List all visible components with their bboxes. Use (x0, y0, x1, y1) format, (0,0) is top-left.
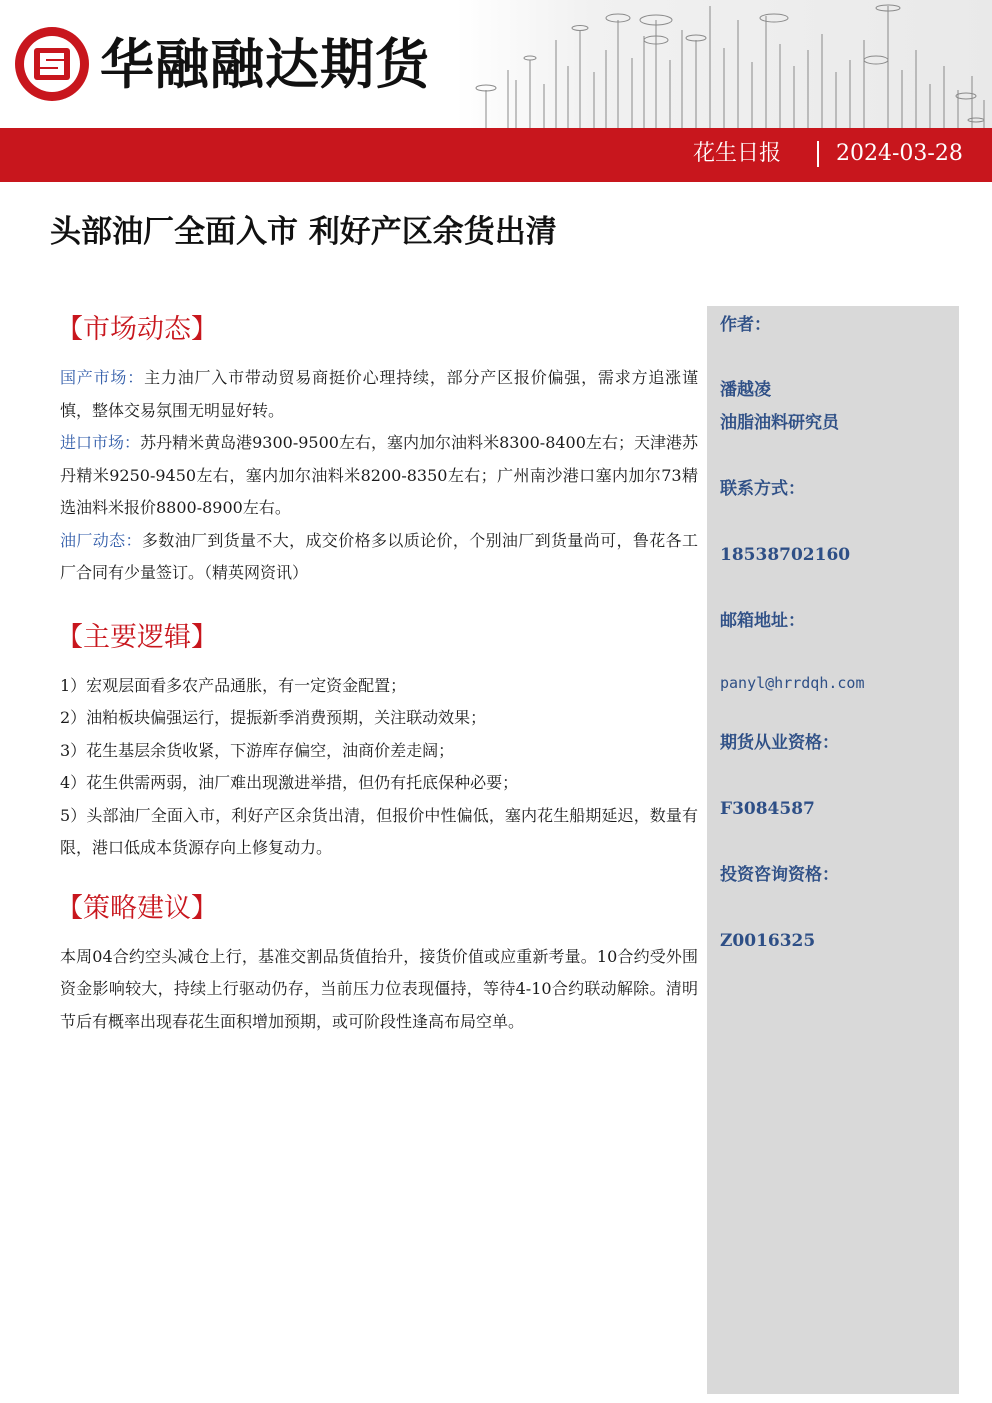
market-item-text: 苏丹精米黄岛港9300-9500左右，塞内加尔油料米8300-8400左右；天津港苏丹精米9250-9450左右，塞内加尔油料米8200-8350左右；广州南沙港口塞内加尔73精选油料米报价8800-8900左右。 (60, 433, 698, 517)
market-item-mills (60, 525, 698, 590)
logic-item: 5）头部油厂全面入市，利好产区余货出清，但报价中性偏低，塞内花生船期延迟，数量有限，港口低成本货源存向上修复动力。 (60, 805, 698, 857)
author-title: 油脂油料研究员 (720, 413, 839, 433)
report-type: 花生日报 (692, 141, 781, 166)
company-logo-icon (12, 24, 92, 104)
report-headline: 头部油厂全面入市 利好产区余货出清 (50, 214, 557, 250)
header-skyline-decoration (456, 0, 992, 128)
email-label: 邮箱地址： (720, 611, 805, 631)
strategy-text: 本周04合约空头减仓上行，基准交割品货值抬升，接货价值或应重新考量。10合约受外围资金影响较大，持续上行驱动仍存，当前压力位表现僵持，等待4-10合约联动解除。清明节后有概率出现春花生面积增加预期，或可阶段性逢高布局空单。 (60, 946, 698, 1031)
band-divider (817, 141, 819, 167)
phone-number: 18538702160 (720, 545, 851, 565)
section-title-market: 【市场动态】 (56, 314, 218, 345)
market-item-label: 进口市场： (60, 433, 141, 452)
market-item-label: 国产市场： (60, 368, 145, 387)
section-title-logic: 【主要逻辑】 (56, 621, 218, 653)
futures-qualification-label: 期货从业资格： (720, 733, 839, 753)
report-date: 2024-03-28 (836, 141, 963, 166)
market-item-text: 主力油厂入市带动贸易商挺价心理持续，部分产区报价偏强，需求方追涨谨慎，整体交易氛围无明显好转。 (60, 368, 698, 420)
advisory-qualification-label: 投资咨询资格： (720, 865, 839, 885)
brand-name: 华融融达期货 (100, 33, 430, 96)
author-sidebar (707, 306, 959, 1394)
market-item-import (60, 427, 698, 525)
market-item-text: 多数油厂到货量不大，成交价格多以质论价，个别油厂到货量尚可，鲁花各工厂合同有少量签订。（精英网资讯） (60, 530, 698, 582)
futures-qualification-number: F3084587 (720, 799, 815, 819)
author-label: 作者： (720, 315, 771, 335)
logic-item: 1）宏观层面看多农产品通胀，有一定资金配置； (60, 675, 407, 695)
market-item-label: 油厂动态： (60, 530, 142, 550)
city-skyline-lines-decoration (456, 0, 992, 128)
author-name: 潘越凌 (720, 380, 771, 400)
advisory-qualification-number: Z0016325 (720, 931, 816, 951)
logic-item: 2）油粕板块偏强运行，提振新季消费预期，关注联动效果； (60, 708, 487, 727)
logic-item: 3）花生基层余货收紧，下游库存偏空，油商价差走阔； (60, 740, 455, 760)
logic-item: 4）花生供需两弱，油厂难出现激进举措，但仍有托底保种必要； (60, 773, 519, 792)
contact-label: 联系方式： (720, 479, 805, 499)
email-address[interactable]: panyl@hrrdqh.com (720, 674, 865, 692)
market-item-domestic (60, 362, 698, 427)
main-content (56, 308, 698, 1038)
section-title-strategy: 【策略建议】 (56, 892, 218, 924)
